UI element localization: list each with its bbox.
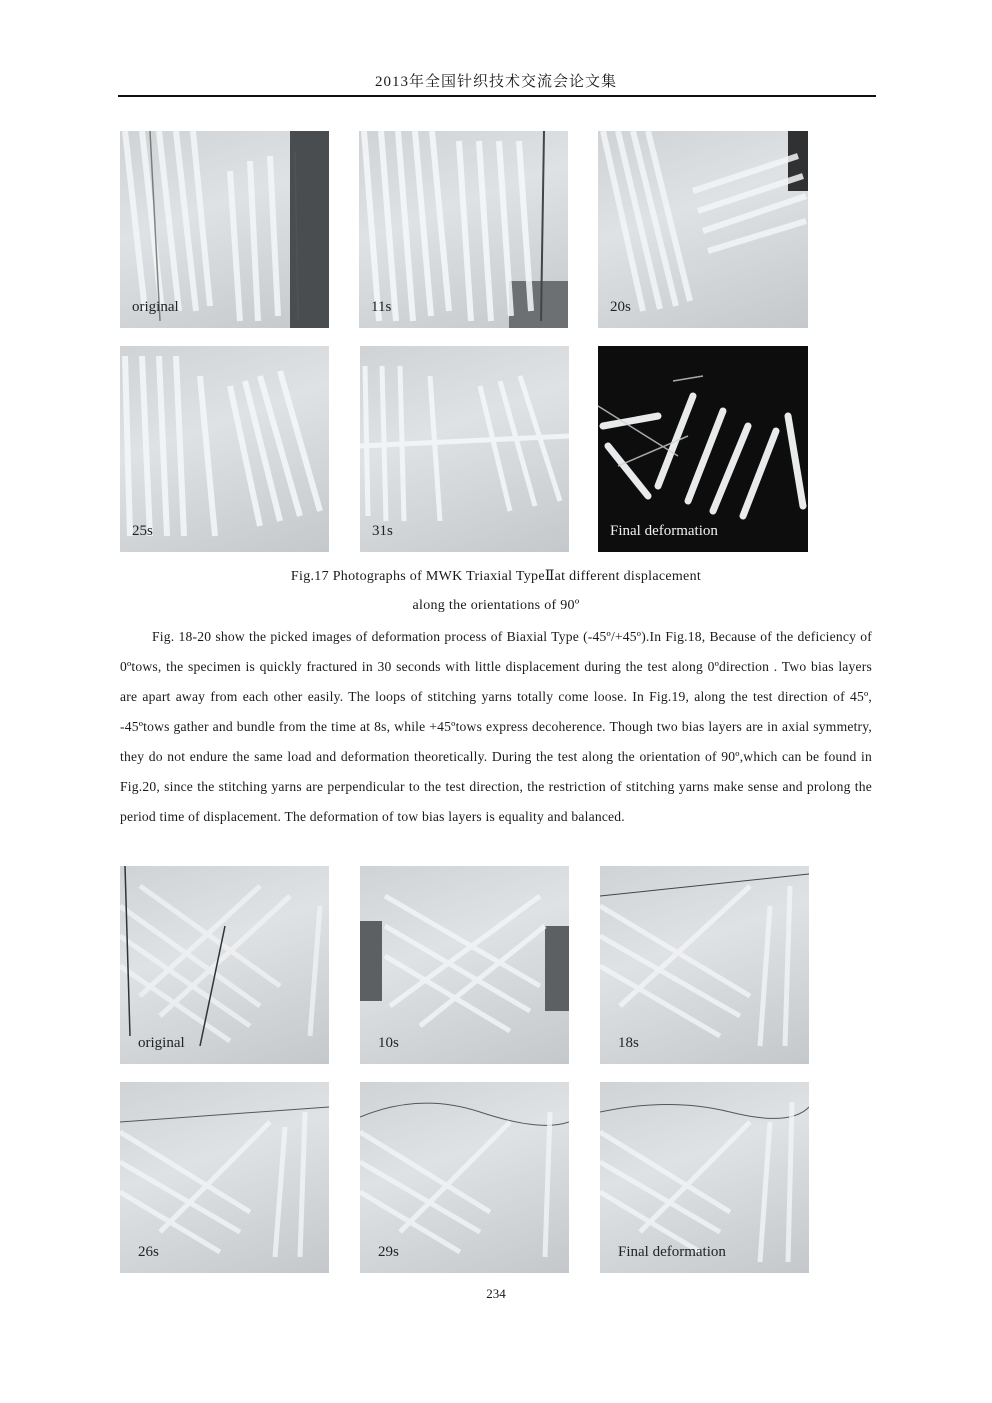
fig18-photo-29s (360, 1082, 569, 1273)
header-rule (118, 95, 876, 97)
body-paragraph: Fig. 18-20 show the picked images of deformation process of Biaxial Type (-45º/+45º).In Fig.18, Because of the deficiency of 0ºtows, the specimen is quickly fractured in 30 seconds with little displacement during the test along 0ºdirection . Two bias layers are apart away from each other easily. The loops of stitching yarns totally come loose. In Fig.19, along the test direction of 45º, -45ºtows gather and bundle from the time at 8s, while +45ºtows express decoherence. Though two bias layers are in axial symmetry, they do not endure the same load and deformation theoretically. During the test along the orientation of 90º,which can be found in Fig.20, since the stitching yarns are perpendicular to the test direction, the restriction of stitching yarns make sense and prolong the period time of displacement. The deformation of tow bias layers is equality and balanced. (120, 629, 872, 824)
fig17-photo-25s (120, 346, 329, 552)
photo-label: 11s (371, 299, 392, 315)
fabric-texture-icon (360, 346, 569, 552)
photo-label: Final deformation (610, 523, 718, 539)
fig17-photo-20s (598, 131, 808, 328)
fig18-photo-10s (360, 866, 569, 1064)
fig18-photo-26s (120, 1082, 329, 1273)
header-title: 2013年全国针织技术交流会论文集 (374, 74, 617, 90)
fig17-photo-31s (360, 346, 569, 552)
photo-label: 18s (618, 1035, 639, 1051)
fig18-photo-original (120, 866, 329, 1064)
photo-label: original (132, 299, 179, 315)
fig18-photo-final-deformation (600, 1082, 809, 1273)
photo-label: original (138, 1035, 185, 1051)
page-number: 234 (486, 1286, 506, 1301)
figure-caption-line1: Fig.17 Photographs of MWK Triaxial TypeⅡat different displacement (290, 569, 702, 584)
body-paragraph-container (120, 622, 872, 832)
fabric-texture-icon (120, 346, 329, 552)
fig17-photo-original (120, 131, 329, 328)
photo-label: 20s (610, 299, 631, 315)
photo-label: 26s (138, 1244, 159, 1260)
photo-label: 29s (378, 1244, 399, 1260)
fig18-photo-18s (600, 866, 809, 1064)
photo-label: 25s (132, 523, 153, 539)
photo-label: 10s (378, 1035, 399, 1051)
photo-label: Final deformation (618, 1244, 726, 1260)
figure-caption-line2: along the orientations of 90º (412, 598, 580, 613)
fig17-photo-final-deformation (598, 346, 808, 552)
fabric-texture-icon (598, 346, 808, 552)
fig17-photo-11s (359, 131, 568, 328)
photo-label: 31s (372, 523, 393, 539)
